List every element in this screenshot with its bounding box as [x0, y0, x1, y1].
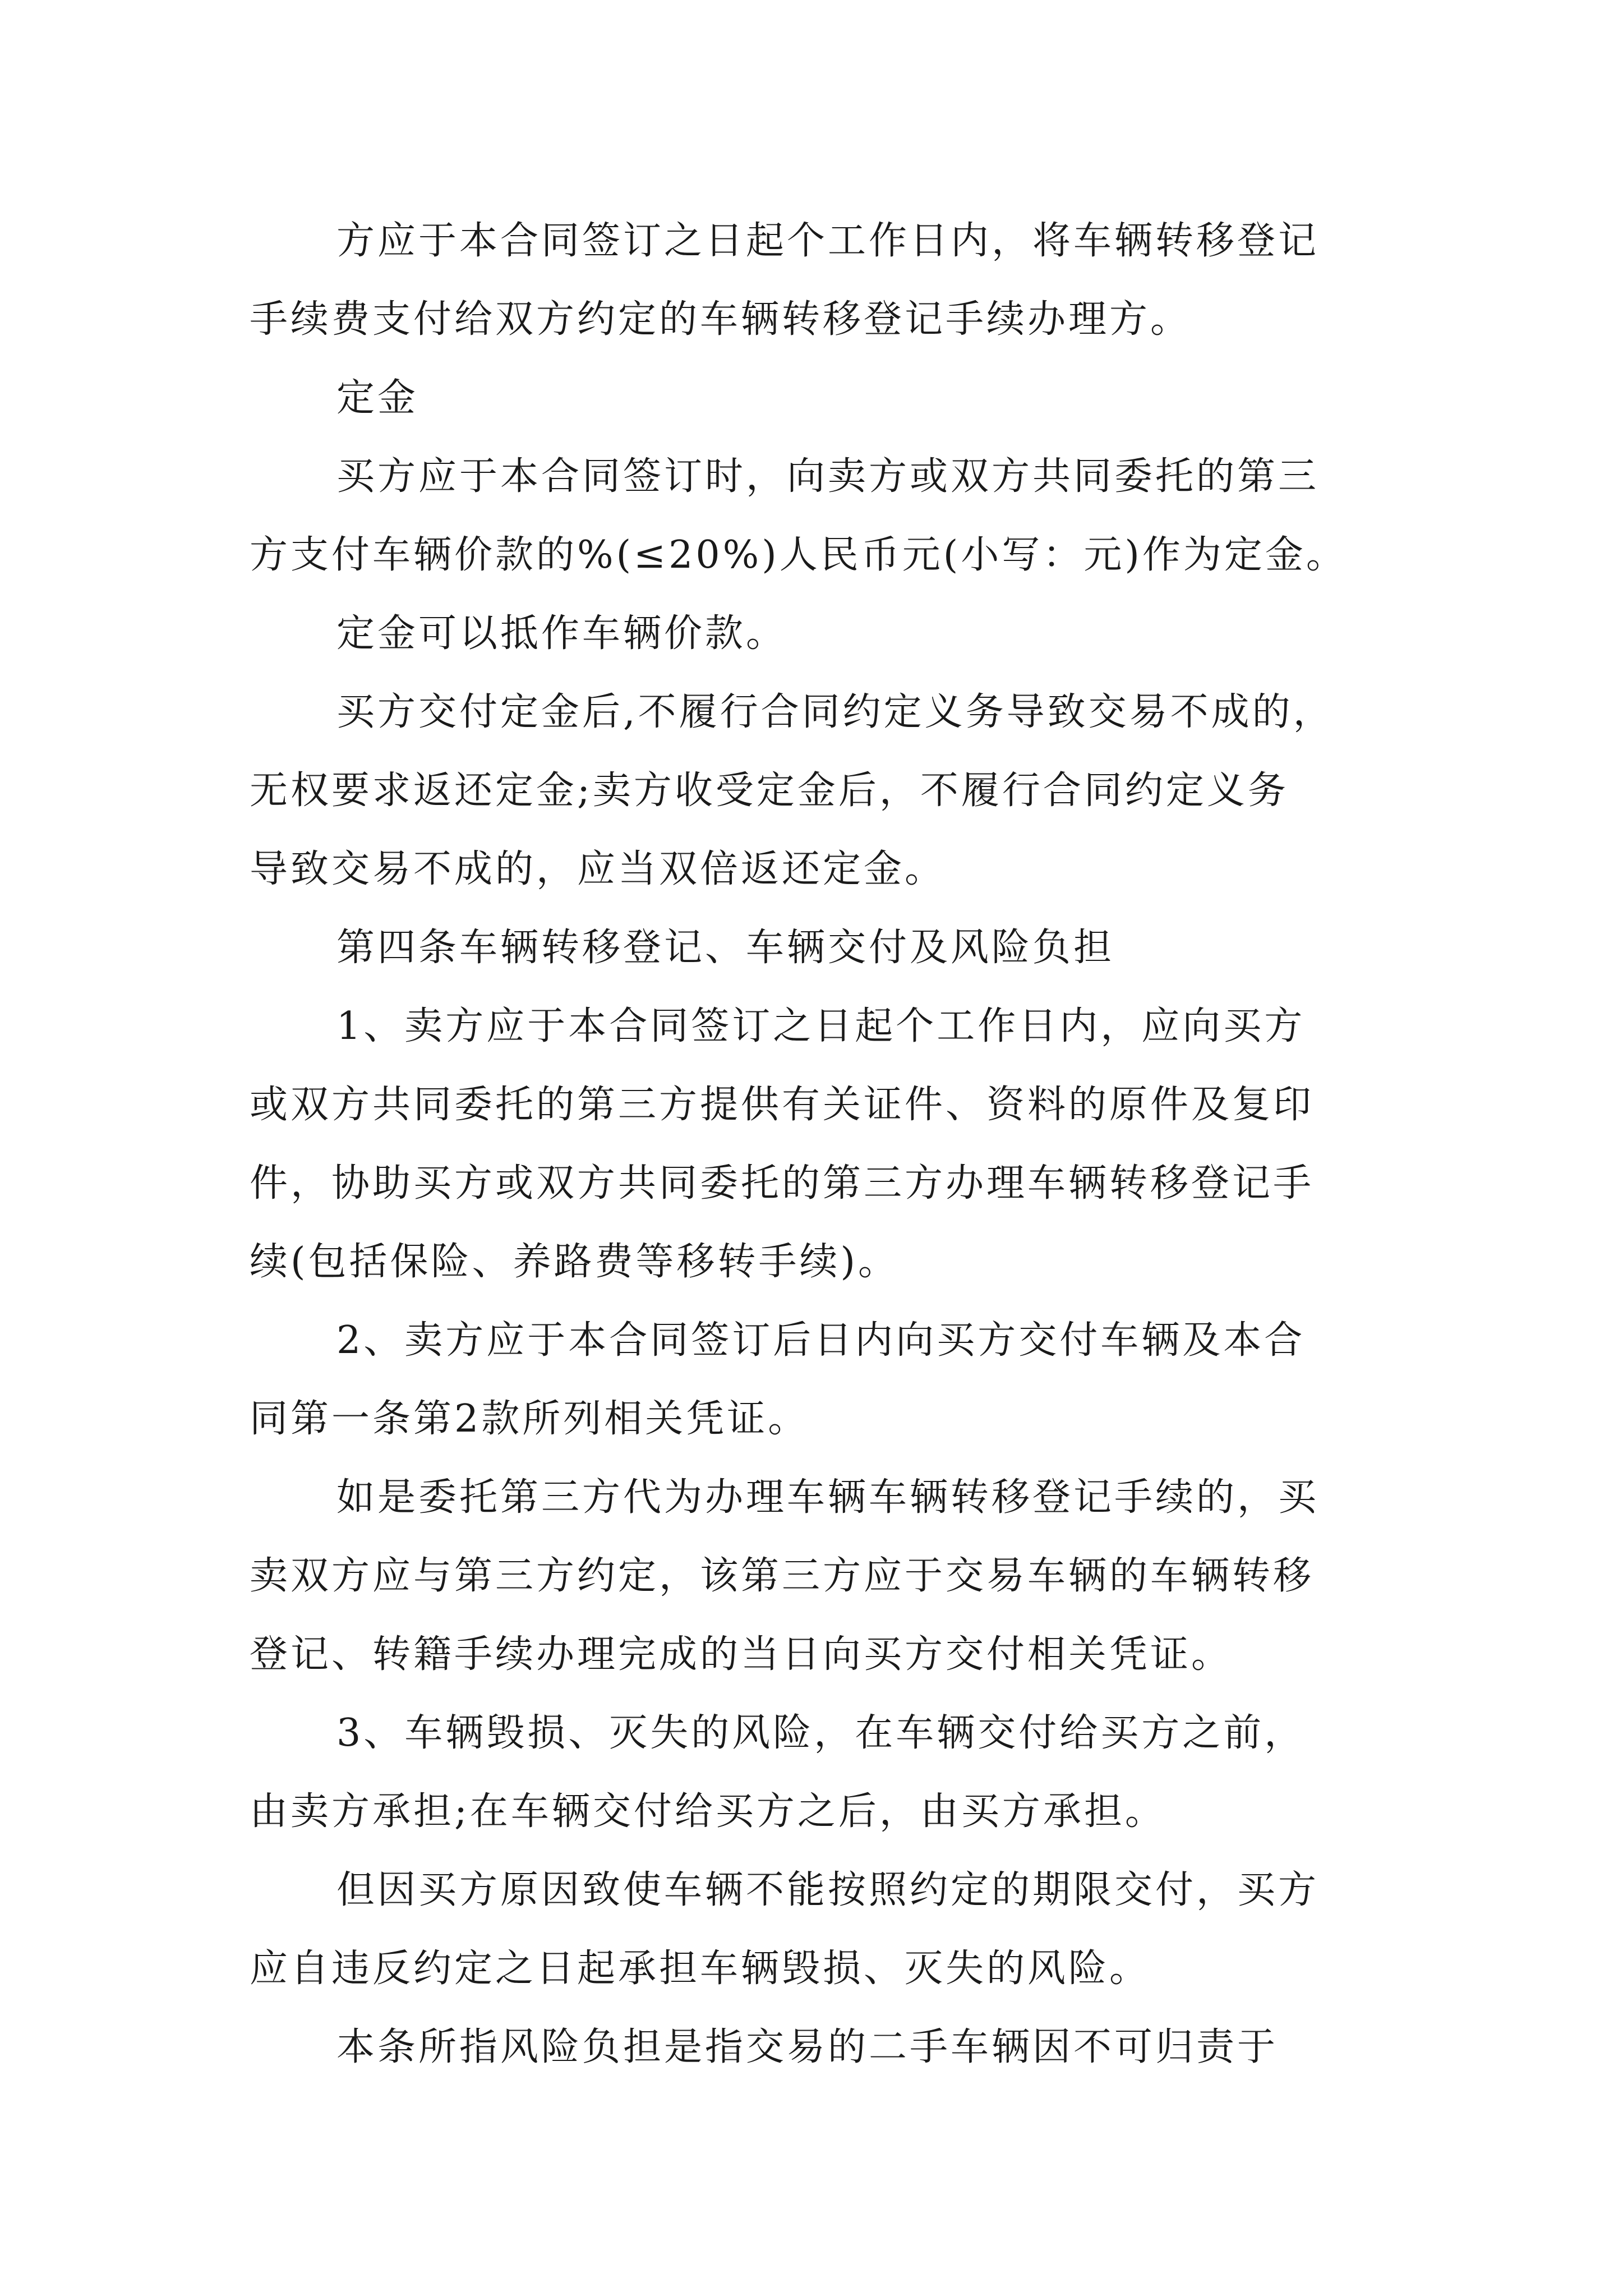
paragraph-article-four-heading — [250, 909, 1394, 987]
paragraph-clause-3 — [250, 1694, 1394, 1851]
text-line: 买方交付定金后,不履行合同约定义务导致交易不成的， — [336, 690, 1334, 734]
text-line: 但因买方原因致使车辆不能按照约定的期限交付，买方 — [336, 1868, 1320, 1912]
paragraph-third-party — [250, 1458, 1394, 1694]
text-line: 续(包括保险、养路费等移转手续)。 — [250, 1240, 900, 1284]
paragraph-deposit-offset — [250, 595, 1394, 673]
text-line: 或双方共同委托的第三方提供有关证件、资料的原件及复印 — [250, 1083, 1315, 1127]
section-heading: 定金 — [336, 376, 419, 420]
text-line: 登记、转籍手续办理完成的当日向买方交付相关凭证。 — [250, 1632, 1233, 1677]
text-line: 1、卖方应于本合同签订之日起个工作日内，应向买方 — [336, 1004, 1306, 1048]
text-line: 由卖方承担;在车辆交付给买方之后，由买方承担。 — [250, 1789, 1166, 1834]
paragraph-buyer-delay — [250, 1851, 1394, 2008]
text-line: 本条所指风险负担是指交易的二手车辆因不可归责于 — [336, 2025, 1279, 2069]
paragraph-clause-2 — [250, 1301, 1394, 1458]
section-heading: 第四条车辆转移登记、车辆交付及风险负担 — [336, 926, 1115, 970]
text-line: 定金可以抵作车辆价款。 — [336, 611, 787, 656]
paragraph-deposit-heading — [250, 359, 1394, 438]
text-line: 3、车辆毁损、灭失的风险，在车辆交付给买方之前， — [336, 1711, 1306, 1755]
text-line: 如是委托第三方代为办理车辆车辆转移登记手续的，买 — [336, 1475, 1320, 1520]
paragraph-risk-definition — [250, 2008, 1394, 2087]
paragraph-deposit-payment — [250, 438, 1394, 595]
paragraph-deposit-breach — [250, 673, 1394, 909]
paragraph-clause-1 — [250, 987, 1394, 1301]
text-line: 导致交易不成的，应当双倍返还定金。 — [250, 847, 946, 891]
text-line: 2、卖方应于本合同签订后日内向买方交付车辆及本合 — [336, 1318, 1306, 1363]
text-line: 应自违反约定之日起承担车辆毁损、灭失的风险。 — [250, 1947, 1151, 1991]
text-line: 同第一条第2款所列相关凭证。 — [250, 1397, 809, 1441]
text-line: 买方应于本合同签订时，向卖方或双方共同委托的第三 — [336, 454, 1320, 499]
text-line: 方应于本合同签订之日起个工作日内，将车辆转移登记 — [336, 219, 1320, 263]
document-body — [250, 202, 1394, 2087]
text-line: 卖双方应与第三方约定，该第三方应于交易车辆的车辆转移 — [250, 1554, 1315, 1598]
text-line: 手续费支付给双方约定的车辆转移登记手续办理方。 — [250, 297, 1192, 342]
paragraph-transfer-fee — [250, 202, 1394, 359]
text-line: 方支付车辆价款的%(≤20%)人民币元(小写：元)作为定金。 — [250, 533, 1347, 577]
text-line: 件，协助买方或双方共同委托的第三方办理车辆转移登记手 — [250, 1161, 1315, 1205]
text-line: 无权要求返还定金;卖方收受定金后，不履行合同约定义务 — [250, 769, 1289, 813]
